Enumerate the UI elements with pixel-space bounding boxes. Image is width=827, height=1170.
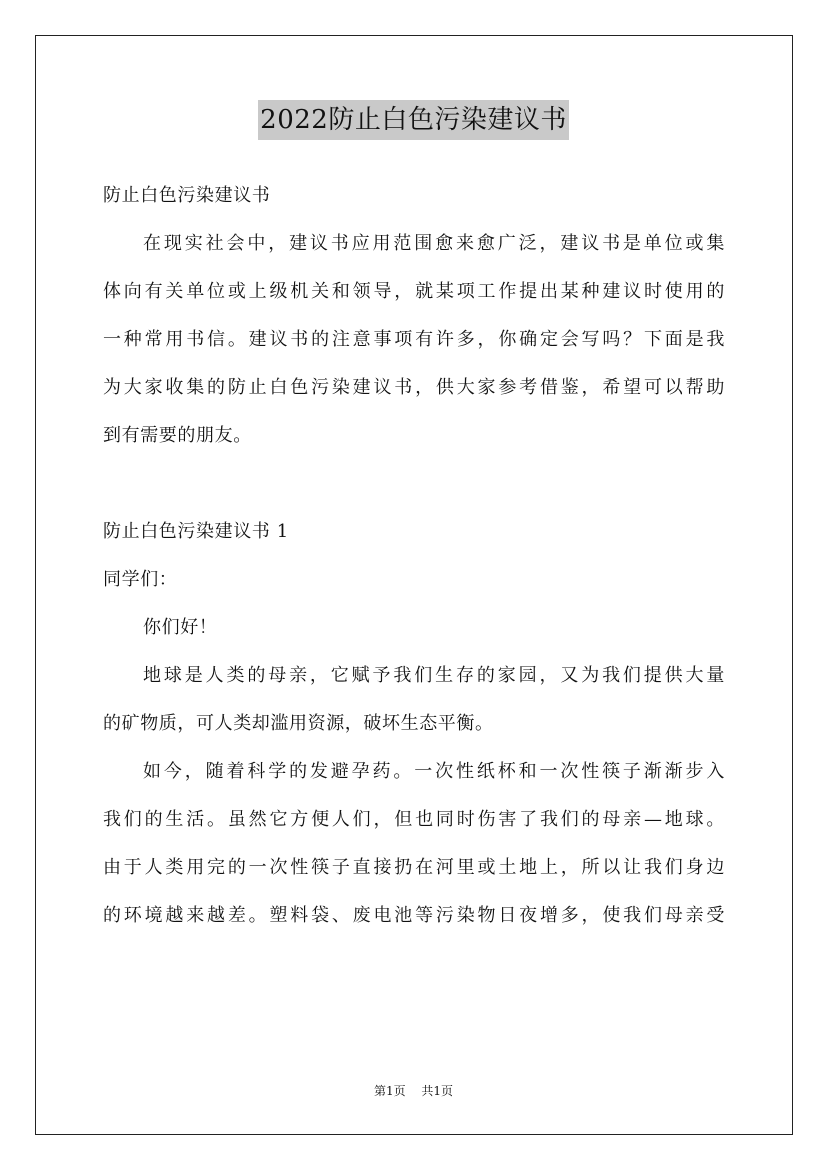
paragraph-line: 地球是人类的母亲，它赋予我们生存的家园，又为我们提供大量 (143, 665, 725, 686)
subtitle: 防止白色污染建议书 (103, 185, 271, 206)
page-total: 共1页 (421, 1084, 454, 1098)
document-body (103, 172, 725, 940)
greeting: 你们好！ (143, 617, 218, 638)
page-footer (0, 1082, 827, 1099)
paragraph-line: 我们的生活。虽然它方便人们，但也同时伤害了我们的母亲—地球。 (103, 809, 725, 830)
intro-line: 体向有关单位或上级机关和领导，就某项工作提出某种建议时使用的 (103, 281, 725, 302)
page-number: 第1页 (373, 1084, 406, 1098)
intro-line: 一种常用书信。建议书的注意事项有许多，你确定会写吗？下面是我 (103, 329, 725, 350)
section-heading: 防止白色污染建议书 1 (103, 521, 289, 542)
paragraph-line: 的矿物质，可人类却滥用资源，破坏生态平衡。 (103, 713, 494, 734)
salutation: 同学们： (103, 569, 178, 590)
intro-line: 到有需要的朋友。 (103, 425, 252, 446)
paragraph-line: 由于人类用完的一次性筷子直接扔在河里或土地上，所以让我们身边 (103, 857, 725, 878)
intro-line: 在现实社会中，建议书应用范围愈来愈广泛，建议书是单位或集 (143, 233, 725, 254)
paragraph-gap (103, 460, 725, 508)
intro-line: 为大家收集的防止白色污染建议书，供大家参考借鉴，希望可以帮助 (103, 377, 725, 398)
paragraph-line: 如今，随着科学的发避孕药。一次性纸杯和一次性筷子渐渐步入 (143, 761, 725, 782)
title-container (0, 100, 827, 140)
document-title: 2022防止白色污染建议书 (258, 100, 569, 140)
paragraph-line: 的环境越来越差。塑料袋、废电池等污染物日夜增多，使我们母亲受 (103, 905, 725, 926)
